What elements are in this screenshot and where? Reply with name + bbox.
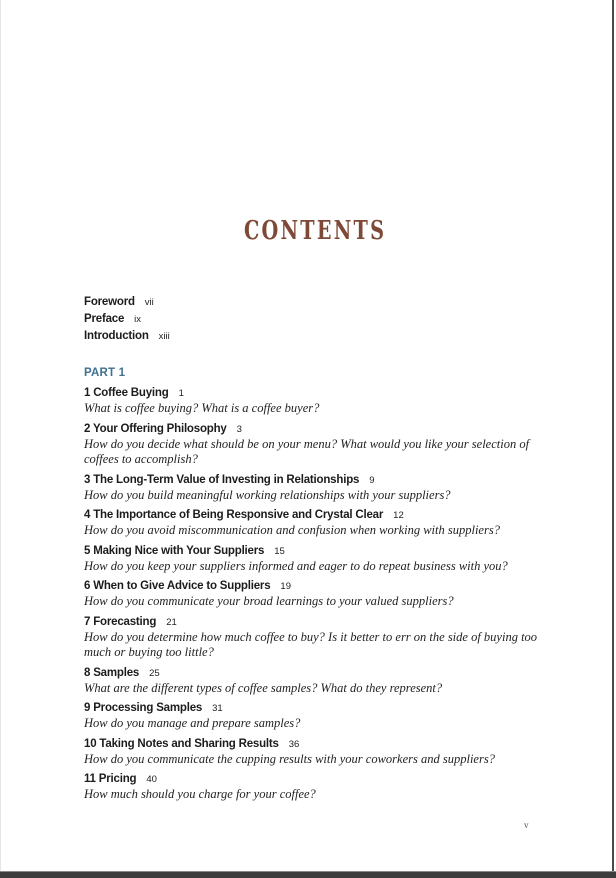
chapter-page: 3 <box>236 423 242 435</box>
chapter-title: Your Offering Philosophy <box>93 422 227 435</box>
chapter-description: How do you avoid miscommunication and confusion when working with suppliers? <box>84 523 500 537</box>
chapter-description: How do you communicate your broad learnings to your valued suppliers? <box>84 594 454 608</box>
chapter-title: The Importance of Being Responsive and Crystal Clear <box>93 509 384 521</box>
chapter-description: What is coffee buying? What is a coffee buyer? <box>84 401 320 415</box>
toc-entry <box>84 772 546 803</box>
page-title: CONTENTS <box>243 216 387 246</box>
chapter-title: The Long-Term Value of Investing in Relationships <box>93 473 360 486</box>
chapter-heading <box>84 508 546 523</box>
chapter-title: When to Give Advice to Suppliers <box>93 580 271 592</box>
front-matter-entry <box>84 294 546 311</box>
page-edge-shadow-bottom <box>0 871 616 878</box>
toc-entry <box>84 473 546 504</box>
chapter-description: How do you keep your suppliers informed and eager to do repeat business with you? <box>84 558 508 573</box>
chapter-title: Taking Notes and Sharing Results <box>99 737 279 750</box>
page-number: v <box>524 820 529 830</box>
chapter-heading <box>84 772 546 787</box>
front-matter-entry <box>84 311 546 328</box>
chapter-description: What are the different types of coffee samples? What do they represent? <box>84 680 443 695</box>
front-matter-page: vii <box>144 297 154 308</box>
chapter-description: How do you build meaningful working relationships with your suppliers? <box>84 487 451 502</box>
front-matter-label: Preface <box>84 313 125 325</box>
toc-entry <box>84 386 546 417</box>
front-matter-page: xiii <box>158 331 170 342</box>
chapter-page: 31 <box>212 703 223 714</box>
chapter-heading <box>84 701 546 716</box>
chapter-description: How much should you charge for your coffee? <box>84 787 316 801</box>
chapter-page: 21 <box>166 616 177 628</box>
toc-entry <box>84 701 546 732</box>
chapter-title: Pricing <box>98 773 137 785</box>
chapter-heading <box>84 666 546 681</box>
chapter-description: How do you decide what should be on your menu? What would you like your selection of coffees to accomplish? <box>84 436 530 466</box>
chapter-heading <box>84 737 546 752</box>
toc-entry <box>84 508 546 539</box>
chapter-heading <box>84 473 546 488</box>
chapter-number: 5 <box>84 544 91 557</box>
chapter-page: 36 <box>288 738 300 750</box>
chapter-heading <box>84 579 546 594</box>
chapter-heading <box>84 422 546 437</box>
chapter-page: 15 <box>274 545 285 557</box>
title-block <box>84 216 546 246</box>
toc-entry <box>84 615 546 661</box>
front-matter-label: Introduction <box>84 330 149 342</box>
toc-entry <box>84 737 546 768</box>
front-matter-entry <box>84 328 546 345</box>
chapter-number: 10 <box>84 737 97 750</box>
chapter-description: How do you determine how much coffee to buy? Is it better to err on the side of buying too much or buying too little? <box>84 629 538 659</box>
chapter-title: Making Nice with Your Suppliers <box>93 544 265 557</box>
page-edge-left <box>0 0 1 878</box>
part-heading: PART 1 <box>84 367 126 379</box>
chapter-number: 1 <box>84 387 91 399</box>
chapter-heading <box>84 615 546 630</box>
chapter-number: 6 <box>84 580 91 592</box>
chapter-number: 11 <box>84 773 96 785</box>
chapter-title: Processing Samples <box>93 702 203 714</box>
chapter-title: Samples <box>93 666 140 679</box>
toc-entry <box>84 666 546 697</box>
chapter-page: 9 <box>369 474 375 486</box>
chapter-heading <box>84 386 546 401</box>
chapter-heading <box>84 544 546 559</box>
chapter-page: 25 <box>149 667 160 679</box>
chapter-page: 12 <box>393 510 404 521</box>
chapter-number: 9 <box>84 702 91 714</box>
chapter-number: 8 <box>84 666 91 679</box>
front-matter-label: Foreword <box>84 296 135 308</box>
chapter-number: 7 <box>84 615 91 628</box>
front-matter <box>84 294 546 345</box>
toc-entry <box>84 579 546 610</box>
chapter-description: How do you communicate the cupping results with your coworkers and suppliers? <box>84 751 495 766</box>
chapter-number: 3 <box>84 473 91 486</box>
chapter-page: 40 <box>146 774 157 785</box>
chapter-number: 2 <box>84 422 91 435</box>
front-matter-page: ix <box>134 314 142 325</box>
page-edge-shadow-right <box>612 0 614 871</box>
toc-entry <box>84 544 546 575</box>
chapter-number: 4 <box>84 509 91 521</box>
chapter-description: How do you manage and prepare samples? <box>84 716 301 730</box>
chapter-page: 1 <box>178 388 184 399</box>
chapter-list <box>84 386 546 803</box>
toc-content <box>84 294 546 803</box>
chapter-title: Forecasting <box>93 615 157 628</box>
toc-entry <box>84 422 546 468</box>
chapter-page: 19 <box>280 581 291 592</box>
chapter-title: Coffee Buying <box>93 387 169 399</box>
